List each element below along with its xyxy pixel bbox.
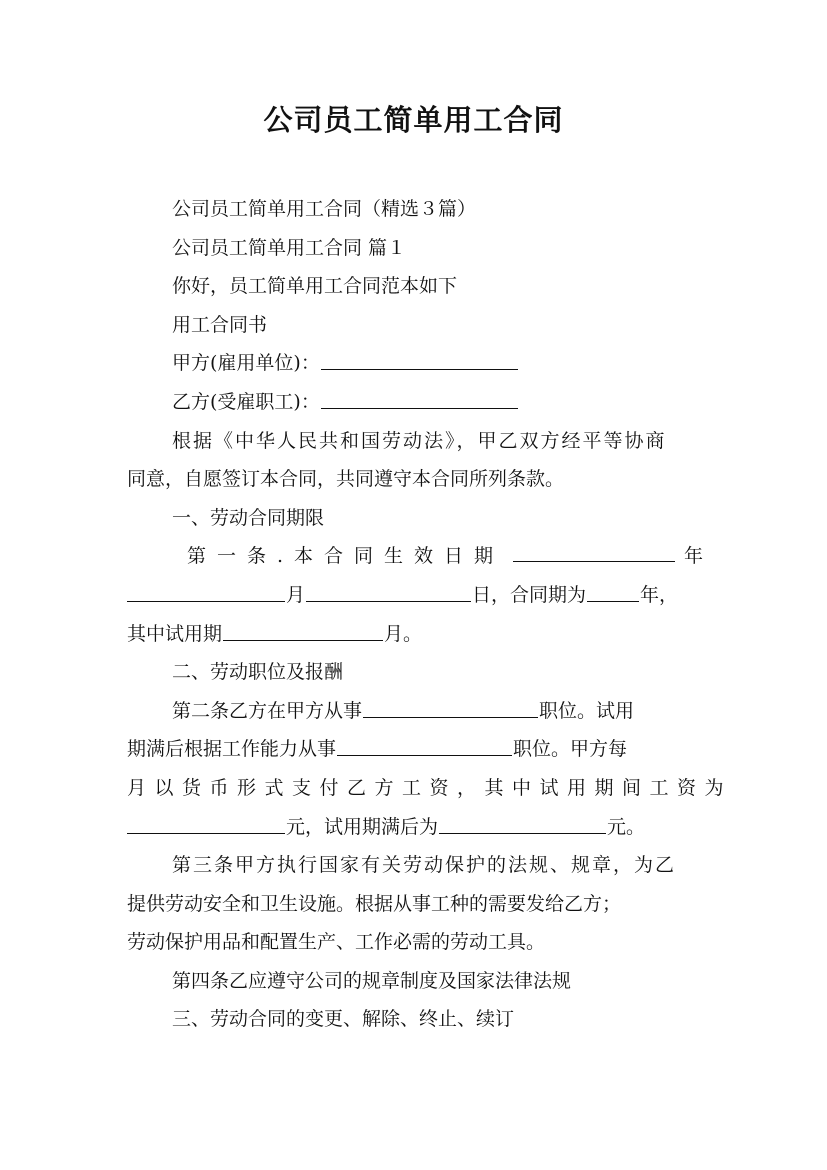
salary-text: 元，试用期满后为	[286, 815, 439, 838]
document-title: 公司员工简单用工合同	[263, 103, 564, 137]
article-1-line-1	[127, 537, 703, 576]
document-body	[127, 190, 733, 1039]
month-label: 月。	[384, 622, 423, 645]
article-heading: 公司员工简单用工合同 篇１	[172, 236, 407, 259]
position-text: 职位。甲方每	[513, 738, 628, 761]
year-label: 年	[683, 545, 703, 568]
article-3-line: 劳动保护用品和配置生产、工作必需的劳动工具。	[127, 931, 546, 954]
yuan-label: 元。	[607, 815, 646, 838]
year-label: 年，	[640, 583, 679, 606]
article-2-line-4	[127, 808, 703, 847]
article-3-line: 提供劳动安全和卫生设施。根据从事工种的需要发给乙方；	[127, 892, 622, 915]
section-heading: 三、劳动合同的变更、解除、终止、续订	[172, 1008, 515, 1031]
article-2-line-2	[127, 730, 703, 769]
party-b-blank[interactable]	[321, 392, 518, 409]
effective-date-year-blank[interactable]	[513, 545, 675, 562]
term-years-blank[interactable]	[587, 585, 639, 602]
position-text: 职位。试用	[539, 699, 635, 722]
term-text: 日，合同期为	[472, 583, 587, 606]
probation-salary-blank[interactable]	[127, 817, 285, 834]
article-3-line: 第三条甲方执行国家有关劳动保护的法规、规章，为乙	[172, 854, 677, 877]
paragraph-line: 同意，自愿签订本合同，共同遵守本合同所列条款。	[127, 468, 565, 491]
intro-line: 你好，员工简单用工合同范本如下	[172, 275, 458, 298]
article-2-text: 第二条乙方在甲方从事	[172, 699, 363, 722]
paragraph-line: 根据《中华人民共和国劳动法》，甲乙双方经平等协商	[172, 429, 667, 452]
party-b-line	[127, 383, 703, 422]
party-a-line	[127, 344, 703, 383]
section-heading: 二、劳动职位及报酬	[172, 661, 344, 684]
article-2-text: 期满后根据工作能力从事	[127, 738, 337, 761]
party-a-blank[interactable]	[321, 353, 518, 370]
effective-date-month-blank[interactable]	[127, 585, 285, 602]
effective-date-day-blank[interactable]	[306, 585, 471, 602]
later-position-blank[interactable]	[337, 739, 512, 756]
subtitle-line: 公司员工简单用工合同（精选３篇）	[172, 198, 477, 220]
article-1-text: 第一条.本合同生效日期	[187, 545, 505, 568]
article-1-line-2	[127, 576, 703, 615]
article-2-line-3: 月以货币形式支付乙方工资，其中试用期间工资为	[127, 776, 733, 799]
section-heading: 一、劳动合同期限	[172, 506, 325, 529]
party-a-label: 甲方(雇用单位)：	[172, 352, 320, 375]
contract-heading: 用工合同书	[172, 313, 268, 336]
position-blank[interactable]	[363, 701, 538, 718]
probation-months-blank[interactable]	[223, 624, 383, 641]
month-label: 月	[286, 583, 306, 606]
probation-text: 其中试用期	[127, 622, 223, 645]
article-2-line-1	[127, 692, 703, 731]
article-4-line: 第四条乙应遵守公司的规章制度及国家法律法规	[172, 969, 572, 992]
party-b-label: 乙方(受雇职工)：	[172, 390, 320, 413]
regular-salary-blank[interactable]	[439, 817, 606, 834]
article-1-line-3	[127, 615, 703, 654]
